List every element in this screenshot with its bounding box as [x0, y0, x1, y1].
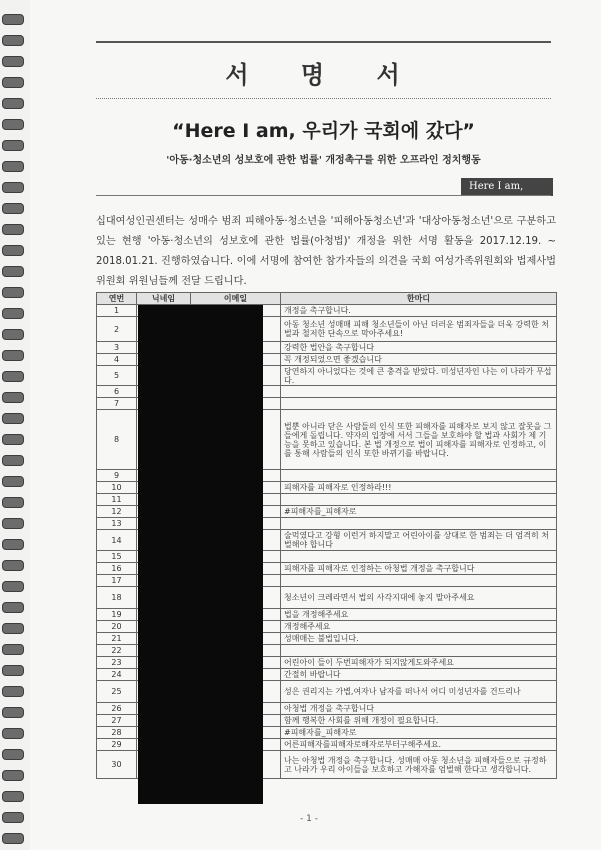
binding-ring	[2, 497, 24, 508]
row-number: 19	[97, 609, 137, 621]
tag-divider	[96, 195, 551, 196]
binding-ring	[2, 686, 24, 697]
binding-ring	[2, 98, 24, 109]
row-number: 26	[97, 703, 137, 715]
header-email: 이메일	[191, 293, 281, 305]
binding-ring	[2, 770, 24, 781]
binding-ring	[2, 560, 24, 571]
row-number: 29	[97, 739, 137, 751]
row-number: 22	[97, 645, 137, 657]
row-number: 15	[97, 551, 137, 563]
comment-cell: 당연하지 아니었다는 것에 큰 충격을 받았다. 미성년자인 나는 이 나라가 무섭다.	[281, 366, 557, 386]
row-number: 14	[97, 530, 137, 551]
binding-ring	[2, 329, 24, 340]
row-number: 23	[97, 657, 137, 669]
binding-ring	[2, 161, 24, 172]
comment-cell	[281, 398, 557, 410]
header-nickname: 닉네임	[137, 293, 191, 305]
row-number: 24	[97, 669, 137, 681]
binding-ring	[2, 182, 24, 193]
row-number: 6	[97, 386, 137, 398]
binding-ring	[2, 476, 24, 487]
comment-cell: 개정을 촉구합니다.	[281, 305, 557, 317]
row-number: 7	[97, 398, 137, 410]
binding-ring	[2, 140, 24, 151]
header-number: 연번	[97, 293, 137, 305]
comment-cell	[281, 551, 557, 563]
comment-cell: 어린아이 들이 두번피해자가 되지않게도와주세요	[281, 657, 557, 669]
comment-cell: 피해자를 피해자로 인정하는 아청법 개정을 촉구합니다	[281, 563, 557, 575]
comment-cell: 법을 개정해주세요	[281, 609, 557, 621]
row-number: 4	[97, 354, 137, 366]
binding-ring	[2, 308, 24, 319]
comment-cell: 청소년이 크레라면서 법의 사각지대에 놓지 말아주세요	[281, 587, 557, 609]
binding-ring	[2, 707, 24, 718]
binding-ring	[2, 539, 24, 550]
binding-ring	[2, 518, 24, 529]
comment-cell	[281, 386, 557, 398]
comment-cell	[281, 518, 557, 530]
comment-cell: 아동 청소년 성매매 피해 청소년들이 아닌 더러운 범죄자들을 더욱 강력한 처벌과 철저한 단속으로 막아주세요!	[281, 317, 557, 342]
campaign-subtitle: '아동·청소년의 성보호에 관한 법률' 개정촉구를 위한 오프라인 정치행동	[166, 155, 481, 166]
binding-ring	[2, 371, 24, 382]
comment-cell: 간절히 바랍니다	[281, 669, 557, 681]
row-number: 21	[97, 633, 137, 645]
row-number: 1	[97, 305, 137, 317]
comment-cell: 성매매는 불법입니다.	[281, 633, 557, 645]
dotted-divider	[96, 98, 551, 99]
comment-cell: #피해자를_피해자로	[281, 506, 557, 518]
row-number: 5	[97, 366, 137, 386]
binding-ring	[2, 791, 24, 802]
top-rule	[96, 41, 551, 43]
comment-cell	[281, 470, 557, 482]
comment-cell: 강력한 법안을 촉구합니다	[281, 342, 557, 354]
document-title: 서 명 서	[225, 61, 422, 89]
header-comment: 한마디	[281, 293, 557, 305]
binding-ring	[2, 350, 24, 361]
binding-ring	[2, 56, 24, 67]
binding-ring	[2, 644, 24, 655]
redaction-bar	[138, 305, 263, 804]
binding-ring	[2, 749, 24, 760]
comment-cell: 개정해주세요	[281, 621, 557, 633]
binding-ring	[2, 266, 24, 277]
binding-ring	[2, 602, 24, 613]
comment-cell: 나는 아청법 개정을 촉구합니다. 성매매 아동 청소년을 피해자들으로 규정하고 나라가 우리 아이들을 보호하고 가해자를 엄벌해 한다고 생각합니다.	[281, 751, 557, 779]
binding-ring	[2, 203, 24, 214]
campaign-tag: Here I am,	[461, 178, 553, 196]
binding-ring	[2, 119, 24, 130]
row-number: 12	[97, 506, 137, 518]
page-number: - 1 -	[300, 814, 318, 824]
row-number: 30	[97, 751, 137, 779]
binding-ring	[2, 623, 24, 634]
binding-ring	[2, 581, 24, 592]
campaign-heading: “Here I am, 우리가 국회에 갔다”	[172, 120, 475, 142]
comment-cell: 함께 행복한 사회를 위해 개정이 필요합니다.	[281, 715, 557, 727]
binding-ring	[2, 77, 24, 88]
intro-paragraph: 십대여성인권센터는 성매수 범죄 피해아동·청소년을 '피해아동청소년'과 '대상아동청소년'으로 구분하고 있는 현행 '아동·청소년의 성보호에 관한 법률(아청법)' 개정을 위한 서명 활동을 2017.12.19. ~ 2018.01.21. 진행하였습니다. 이에 서명에 참여한 참가자들의 의견을 국회 여성가족위원회와 법제사법위원회 위원님들께 전달 드립니다.	[96, 216, 556, 287]
comment-cell: 법뿐 아니라 닫은 사람들의 인식 또한 피해자를 피해자로 보지 않고 잘못을 그들에게 돌립니다. 약자의 입장에 서서 그들을 보호하야 할 법과 사회가 제 기능을 못하고 있습니다. 본 법 개정으로 법이 피해자를 피해자로 인정하고, 이를 통해 사람들의 인식 또한 바뀌기를 바랍니다.	[281, 410, 557, 470]
binding-ring	[2, 665, 24, 676]
binding-ring	[2, 392, 24, 403]
row-number: 11	[97, 494, 137, 506]
comment-cell: 술먹였다고 강형 이런거 하지말고 어린아이를 상대로 한 범죄는 더 엄격히 처벌해야 합니다	[281, 530, 557, 551]
binding-ring	[2, 812, 24, 823]
binding-ring	[2, 287, 24, 298]
comment-cell: 피해자를 피해자로 인정하라!!!	[281, 482, 557, 494]
row-number: 18	[97, 587, 137, 609]
row-number: 9	[97, 470, 137, 482]
row-number: 16	[97, 563, 137, 575]
spiral-binding	[0, 0, 26, 850]
row-number: 10	[97, 482, 137, 494]
comment-cell	[281, 575, 557, 587]
binding-ring	[2, 245, 24, 256]
comment-cell: 어른피해자를피해자로해자로부터구해주세요.	[281, 739, 557, 751]
row-number: 3	[97, 342, 137, 354]
comment-cell: #피해자를_피해자로	[281, 727, 557, 739]
binding-ring	[2, 728, 24, 739]
row-number: 8	[97, 410, 137, 470]
comment-cell	[281, 494, 557, 506]
binding-ring	[2, 35, 24, 46]
binding-ring	[2, 224, 24, 235]
row-number: 17	[97, 575, 137, 587]
binding-ring	[2, 455, 24, 466]
row-number: 2	[97, 317, 137, 342]
row-number: 25	[97, 681, 137, 703]
row-number: 13	[97, 518, 137, 530]
comment-cell: 성은 권리지는 가볍,여자나 남자를 떠나서 어디 미성년자를 건드리나	[281, 681, 557, 703]
binding-ring	[2, 413, 24, 424]
table-header-row	[97, 293, 557, 305]
comment-cell	[281, 645, 557, 657]
binding-ring	[2, 14, 24, 25]
comment-cell: 아청법 개정을 촉구합니다	[281, 703, 557, 715]
row-number: 27	[97, 715, 137, 727]
binding-ring	[2, 833, 24, 844]
comment-cell: 꼭 개정되었으면 좋겠습니다	[281, 354, 557, 366]
row-number: 28	[97, 727, 137, 739]
row-number: 20	[97, 621, 137, 633]
binding-ring	[2, 434, 24, 445]
